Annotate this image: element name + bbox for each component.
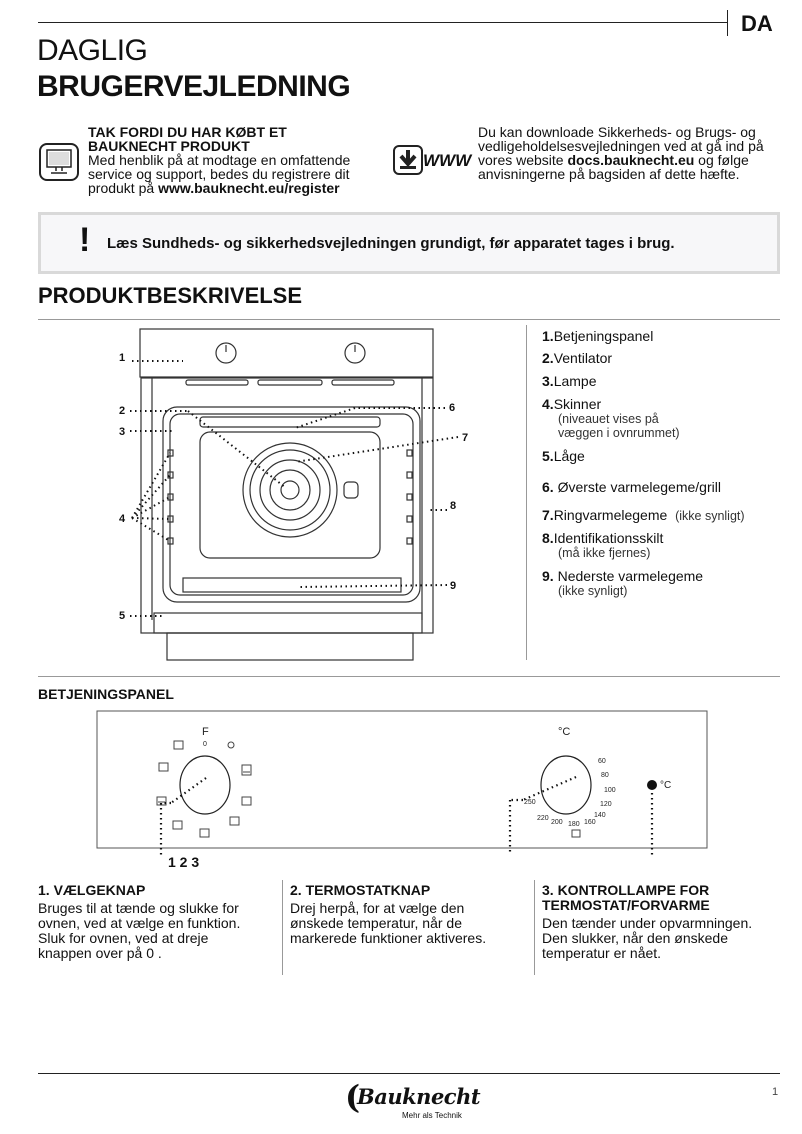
download-block — [478, 125, 788, 181]
section-heading — [542, 883, 777, 913]
list-item — [542, 351, 612, 366]
logo-swoosh-icon: ( — [345, 1078, 361, 1116]
item-number: 9. — [542, 568, 554, 584]
temp-100: 100 — [604, 787, 616, 794]
list-item — [542, 569, 703, 598]
item-number: 5. — [542, 448, 554, 464]
item-label: Skinner — [553, 396, 602, 412]
selector-label-f: F — [202, 726, 209, 738]
download-text-3a: vores website — [478, 152, 568, 168]
section-selector-knob — [38, 883, 273, 961]
section-title-panel: BETJENINGSPANEL — [38, 686, 174, 702]
divider-vertical — [526, 325, 527, 660]
item-number: 8. — [542, 530, 554, 546]
section-title-product: PRODUKTBESKRIVELSE — [38, 283, 303, 308]
brand-name: Bauknecht — [357, 1084, 481, 1109]
item-note: (ikke synligt) — [558, 584, 628, 598]
brand-logo — [345, 1078, 481, 1122]
section-text: ønskede temperatur, når de — [290, 915, 462, 931]
section-indicator-lamp — [542, 883, 777, 961]
oven-control-panel — [140, 329, 433, 377]
callout-2: 2 — [119, 405, 126, 417]
temp-250: 250 — [524, 799, 536, 806]
download-text-2: vedligeholdelsesvejledningen ved at gå ind på — [478, 138, 764, 154]
section-text: Sluk for ovnen, ved at dreje — [38, 930, 209, 946]
header-tick — [727, 10, 728, 36]
register-text-1: Med henblik på at modtage en omfattende — [88, 152, 351, 168]
download-link[interactable]: docs.bauknecht.eu — [567, 152, 695, 168]
section-text: Drej herpå, for at vælge den — [290, 900, 465, 916]
list-item — [542, 508, 745, 524]
exclamation-icon: ! — [79, 221, 91, 259]
selector-knob — [180, 756, 230, 814]
item-label: Identifikationsskilt — [553, 530, 664, 546]
function-icon — [174, 741, 183, 749]
selector-zero: 0 — [203, 741, 207, 748]
register-heading-line-1: TAK FORDI DU HAR KØBT ET — [88, 124, 287, 140]
callout-9: 9 — [450, 580, 457, 592]
list-item — [542, 329, 653, 344]
item-note: væggen i ovnrummet) — [558, 426, 680, 440]
brand-tagline: Mehr als Technik — [402, 1111, 462, 1120]
oven-back-panel — [200, 432, 380, 558]
item-note: (må ikke fjernes) — [558, 546, 651, 560]
item-label: Låge — [553, 448, 585, 464]
thermostat-knob — [541, 756, 591, 814]
section-heading: 1. VÆLGEKNAP — [38, 882, 146, 898]
oven-door — [154, 613, 422, 633]
temp-80: 80 — [601, 772, 609, 779]
function-icon — [242, 797, 251, 805]
callout-4: 4 — [119, 513, 126, 525]
lamp-unit: °C — [660, 780, 672, 791]
callout-8: 8 — [450, 500, 457, 512]
callout-5: 5 — [119, 610, 126, 622]
temp-60: 60 — [598, 758, 606, 765]
page-number: 1 — [772, 1086, 779, 1098]
column-divider — [282, 880, 283, 975]
callout-3: 3 — [119, 426, 126, 438]
footer-rule — [38, 1073, 780, 1074]
oven-diagram — [0, 0, 520, 670]
temp-200: 200 — [551, 819, 563, 826]
item-label: Betjeningspanel — [553, 328, 654, 344]
control-panel-diagram — [90, 705, 715, 875]
item-number: 3. — [542, 373, 554, 389]
function-icon — [230, 817, 239, 825]
download-text-3b: og følge — [694, 152, 749, 168]
download-text-4: anvisningerne på bagsiden af dette hæfte. — [478, 166, 740, 182]
rails-right — [407, 450, 412, 544]
function-icon — [200, 829, 209, 837]
temp-160: 160 — [584, 819, 596, 826]
item-number: 4. — [542, 396, 554, 412]
list-item — [542, 480, 721, 495]
item-number: 6. — [542, 479, 554, 495]
section-text: markerede funktioner aktiveres. — [290, 930, 487, 946]
function-icon — [572, 830, 580, 837]
temp-120: 120 — [600, 801, 612, 808]
section-heading-line-1: 3. KONTROLLAMPE FOR — [542, 882, 710, 898]
section-text: temperatur er nået. — [542, 945, 662, 961]
title-daily: DAGLIG — [37, 34, 148, 67]
item-note: (ikke synligt) — [675, 509, 745, 523]
language-code: DA — [741, 11, 773, 36]
section-text: knappen over på 0 . — [38, 945, 162, 961]
title-user-guide: BRUGERVEJLEDNING — [37, 70, 351, 103]
function-icon — [242, 765, 251, 775]
section-text: Den tænder under opvarmningen. — [542, 915, 753, 931]
register-heading-line-2: BAUKNECHT PRODUKT — [88, 138, 250, 154]
function-icons — [157, 741, 580, 837]
item-label: Ventilator — [553, 350, 613, 366]
temp-140: 140 — [594, 812, 606, 819]
download-text-3 — [478, 153, 788, 167]
list-item — [542, 397, 680, 440]
callout-6: 6 — [449, 402, 456, 414]
panel-callout-leaders — [161, 777, 652, 855]
column-divider — [534, 880, 535, 975]
register-text-2: service og support, bedes du registrere dit — [88, 166, 350, 182]
section-heading: 2. TERMOSTATKNAP — [290, 882, 431, 898]
item-label: Øverste varmelegeme/grill — [553, 479, 721, 495]
indicator-lamp — [647, 780, 657, 790]
list-item — [542, 374, 597, 389]
section-text: Bruges til at tænde og slukke for — [38, 900, 239, 916]
item-label: Nederste varmelegeme — [553, 568, 704, 584]
warning-text: Læs Sundheds- og sikkerhedsvejledningen grundigt, før apparatet tages i brug. — [107, 235, 675, 252]
item-label: Ringvarmelegeme — [553, 507, 668, 523]
fan-icon — [243, 443, 337, 537]
thermostat-unit: °C — [558, 726, 571, 738]
list-item — [542, 531, 663, 560]
panel-callout-numbers: 1 2 3 — [168, 854, 200, 870]
register-text-3a: produkt på — [88, 180, 159, 196]
section-heading-line-2: TERMOSTAT/FORVARME — [542, 897, 710, 913]
function-icon — [159, 763, 168, 771]
callout-7: 7 — [462, 432, 469, 444]
item-number: 1. — [542, 328, 554, 344]
temp-180: 180 — [568, 821, 580, 828]
item-label: Lampe — [553, 373, 597, 389]
item-number: 2. — [542, 350, 554, 366]
download-text-1: Du kan downloade Sikkerheds- og Brugs- og — [478, 124, 756, 140]
callout-1: 1 — [119, 352, 126, 364]
divider — [38, 676, 780, 677]
temp-220: 220 — [537, 815, 549, 822]
item-number: 7. — [542, 507, 554, 523]
list-item — [542, 449, 585, 464]
lamp-function-icon — [228, 742, 234, 748]
item-note: (niveauet vises på — [558, 412, 659, 426]
www-label: WWW — [423, 151, 472, 170]
section-text: ovnen, ved at vælge en funktion. — [38, 915, 241, 931]
section-thermostat-knob — [290, 883, 525, 946]
section-text: Den slukker, når den ønskede — [542, 930, 728, 946]
function-icon — [173, 821, 182, 829]
register-link[interactable]: www.bauknecht.eu/register — [158, 180, 340, 196]
